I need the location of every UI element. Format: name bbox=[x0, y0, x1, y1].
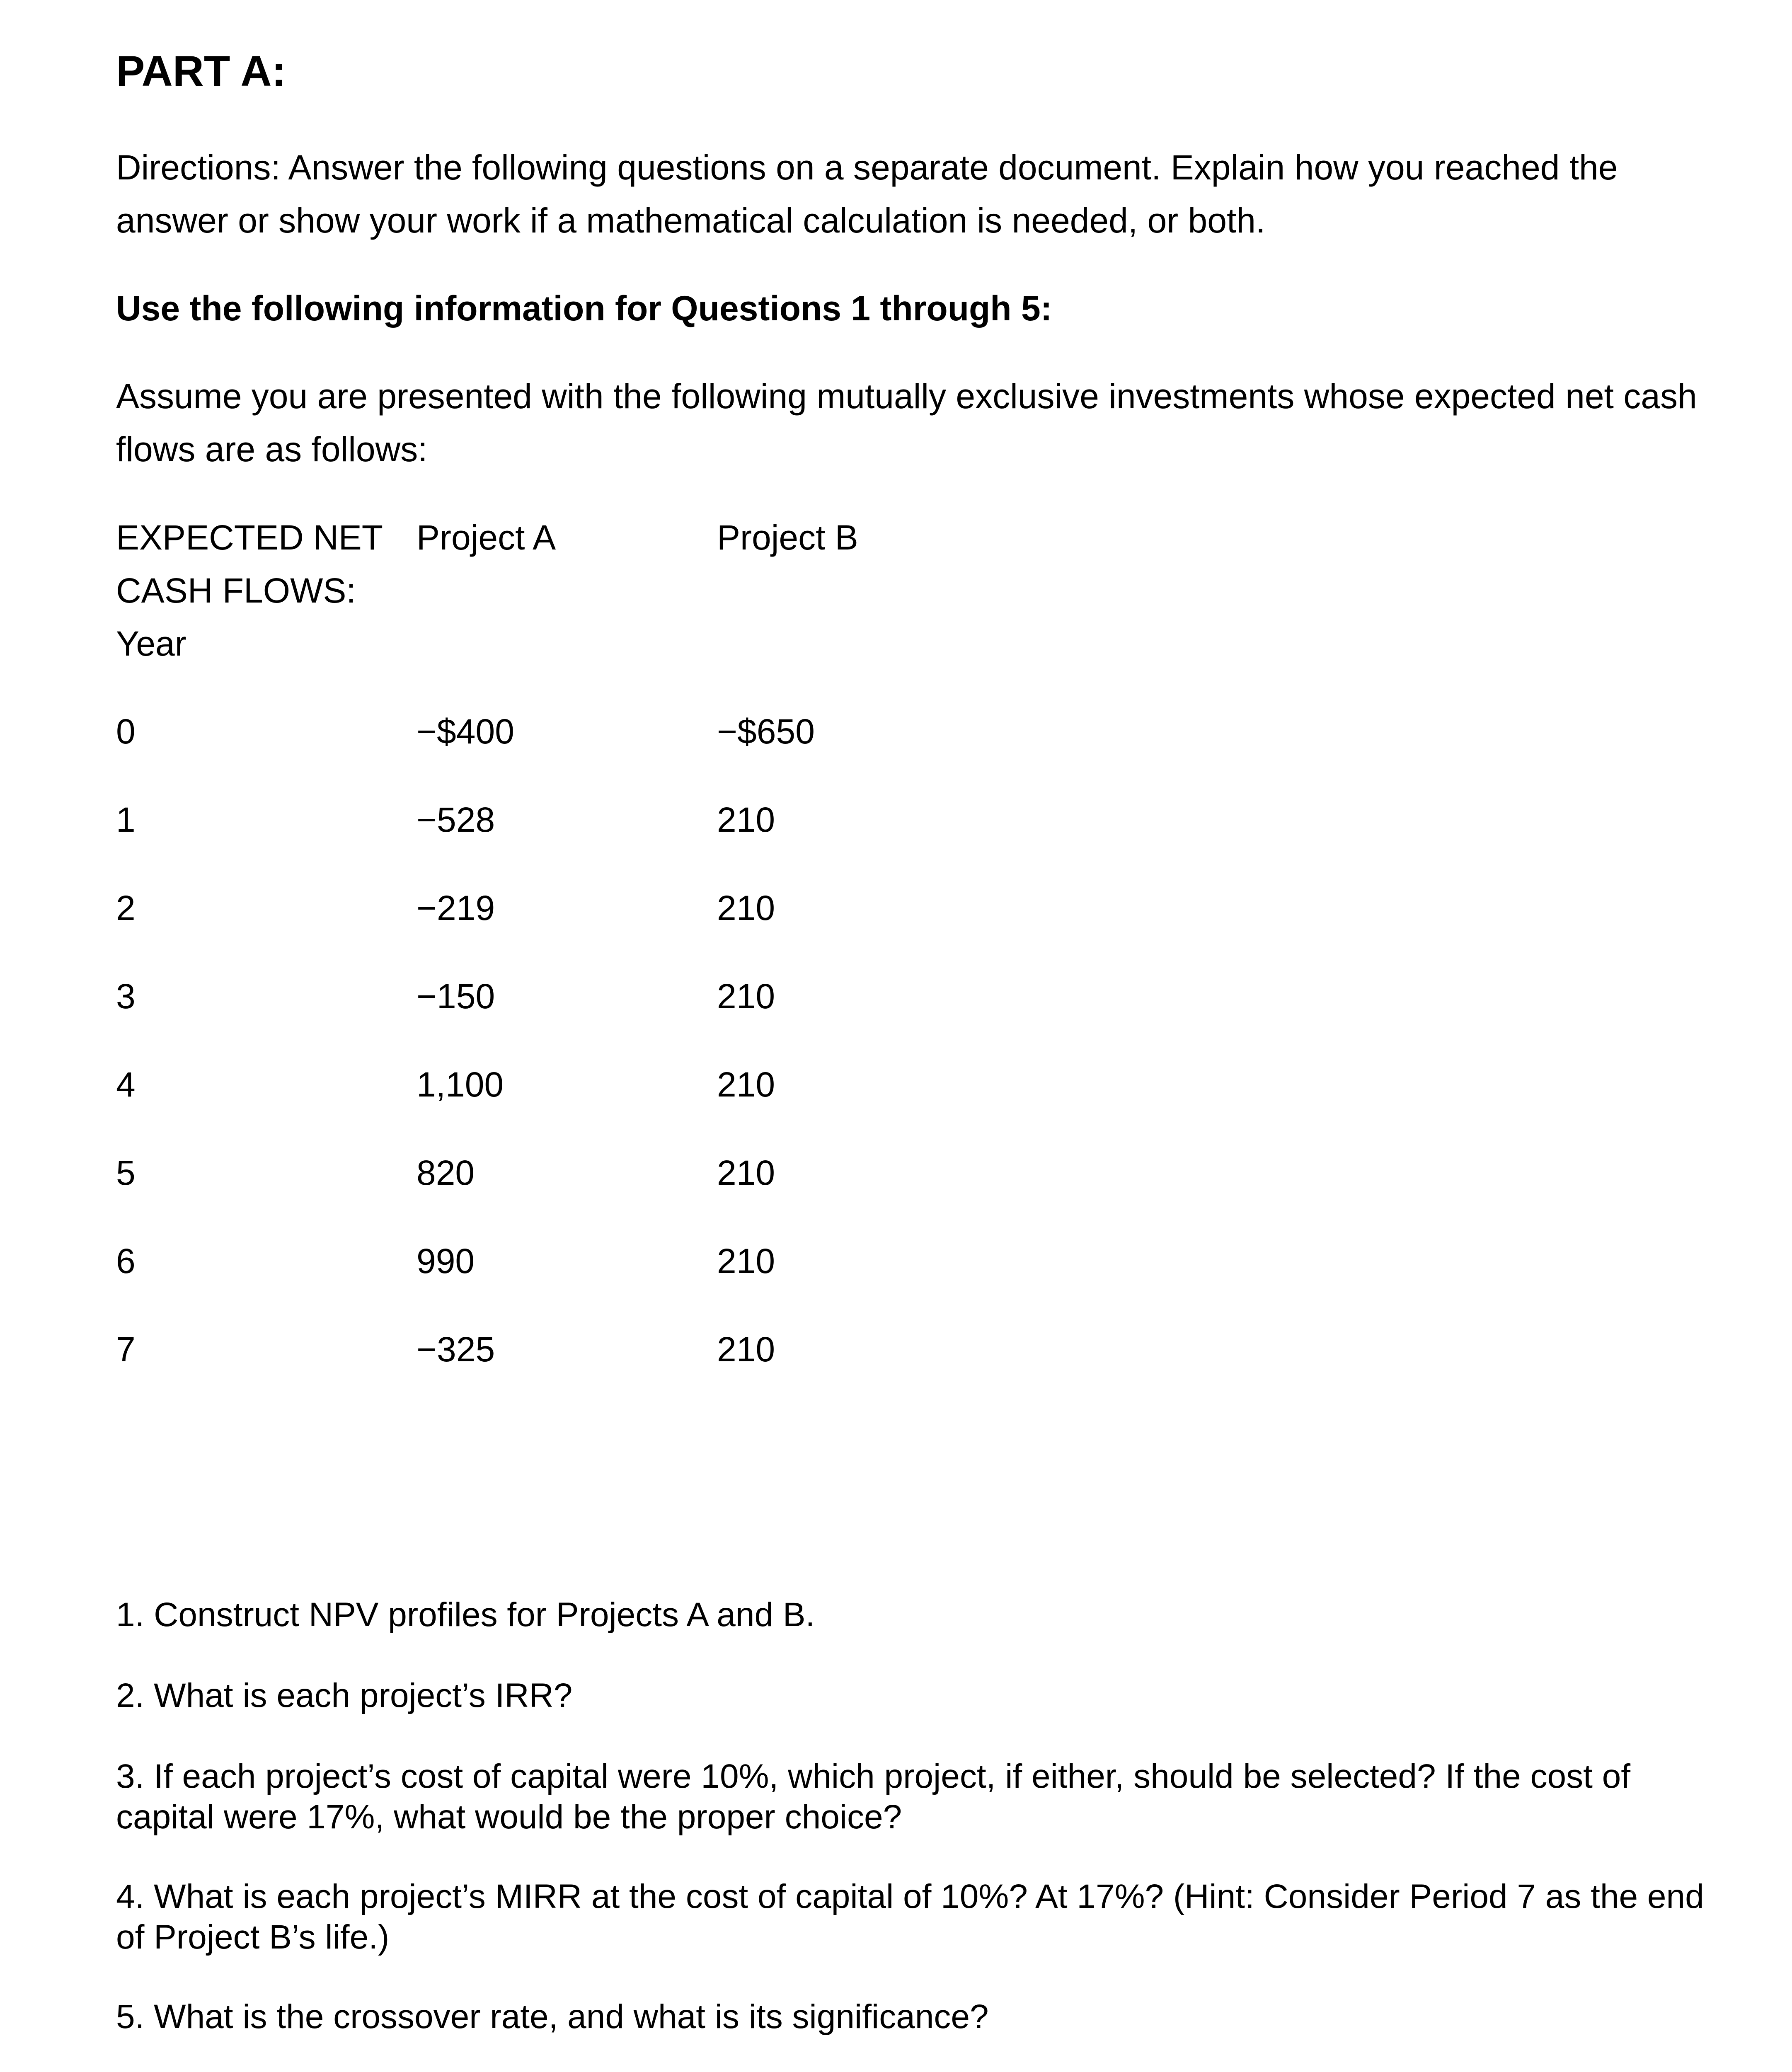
row-project-a-value: −528 bbox=[417, 800, 495, 839]
row-year: 5 bbox=[116, 1153, 136, 1192]
row-year: 2 bbox=[116, 888, 136, 927]
row-year: 4 bbox=[116, 1065, 136, 1104]
instruction-text: Use the following information for Questions 1 through 5: bbox=[116, 289, 1052, 328]
table-header-project-a: Project A bbox=[417, 518, 556, 557]
row-year: 3 bbox=[116, 977, 136, 1016]
table-header-year: Year bbox=[116, 624, 186, 663]
question-1: 1. Construct NPV profiles for Projects A and B. bbox=[116, 1596, 815, 1634]
page-title: PART A: bbox=[116, 47, 286, 95]
row-project-a-value: −325 bbox=[417, 1330, 495, 1369]
table-header-line1: EXPECTED NET bbox=[116, 518, 383, 557]
row-project-b-value: 210 bbox=[717, 1065, 775, 1104]
question-4: 4. What is each project’s MIRR at the cost of capital of 10%? At 17%? (Hint: Consider Period 7 as the end of Project B’s life.) bbox=[116, 1878, 1704, 1956]
row-project-b-value: 210 bbox=[717, 1242, 775, 1280]
row-year: 6 bbox=[116, 1242, 136, 1280]
intro-text: Assume you are presented with the following mutually exclusive investments whose expected net cash flows are as follows: bbox=[116, 377, 1697, 469]
row-project-a-value: −$400 bbox=[417, 712, 514, 751]
row-project-a-value: 1,100 bbox=[417, 1065, 504, 1104]
question-5: 5. What is the crossover rate, and what is its significance? bbox=[116, 1998, 989, 2036]
directions-text: Directions: Answer the following questions on a separate document. Explain how you reached the answer or show your work if a mathematical calculation is needed, or both. bbox=[116, 148, 1618, 240]
question-2: 2. What is each project’s IRR? bbox=[116, 1677, 573, 1714]
row-project-b-value: 210 bbox=[717, 1153, 775, 1192]
row-year: 7 bbox=[116, 1330, 136, 1369]
table-header-project-b: Project B bbox=[717, 518, 858, 557]
row-project-b-value: 210 bbox=[717, 977, 775, 1016]
table-header-line2: CASH FLOWS: bbox=[116, 571, 356, 610]
question-3: 3. If each project’s cost of capital were 10%, which project, if either, should be selected? If the cost of capital were 17%, what would be the proper choice? bbox=[116, 1757, 1631, 1836]
row-year: 1 bbox=[116, 800, 136, 839]
row-project-a-value: −219 bbox=[417, 888, 495, 927]
row-project-b-value: −$650 bbox=[717, 712, 815, 751]
row-project-b-value: 210 bbox=[717, 888, 775, 927]
row-project-b-value: 210 bbox=[717, 800, 775, 839]
row-project-a-value: 820 bbox=[417, 1153, 475, 1192]
row-project-a-value: −150 bbox=[417, 977, 495, 1016]
row-project-a-value: 990 bbox=[417, 1242, 475, 1280]
row-year: 0 bbox=[116, 712, 136, 751]
row-project-b-value: 210 bbox=[717, 1330, 775, 1369]
